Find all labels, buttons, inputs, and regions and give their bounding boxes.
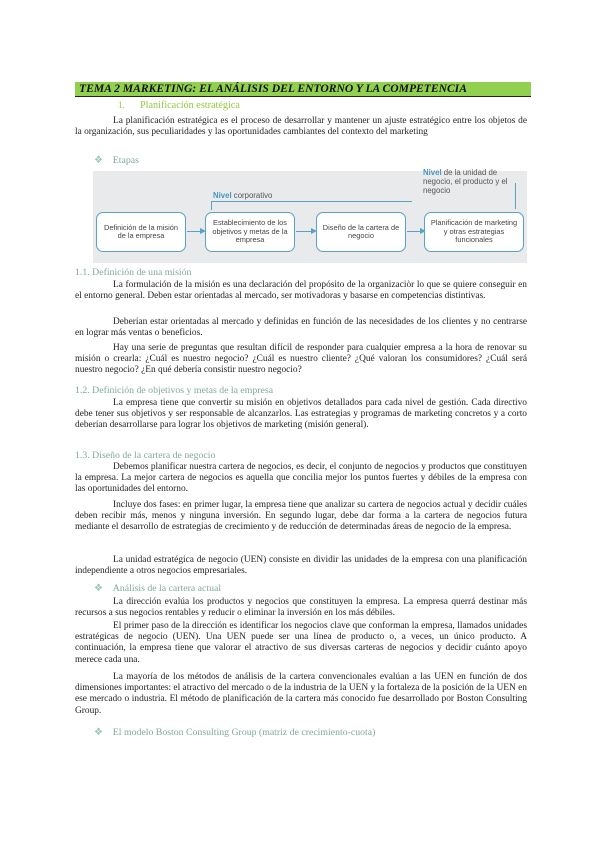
- bullet-label: Etapas: [112, 155, 139, 166]
- business-level-label: [423, 168, 523, 195]
- stages-diagram: [93, 168, 527, 263]
- paragraph-text: La planificación estratégica es el proceso de desarrollar y mantener un ajuste estratégico entre los objetos de la organización, sus peculiaridades y las oportunidades cambiantes del contexto del marketing: [75, 116, 527, 138]
- bullet-bcg: [94, 727, 375, 738]
- section-1-3-heading: 1.3. Diseño de la cartera de negocio: [75, 450, 216, 461]
- section-1-number: 1.: [118, 100, 125, 110]
- level-text: de la unidad de negocio, el producto y el negocio: [423, 168, 508, 195]
- arrow-icon: [296, 231, 312, 232]
- stage-box-marketing: Planificación de marketing y otras estrategias funcionales: [424, 212, 524, 252]
- paragraph-text: La dirección evalúa los productos y negocios que constituyen la empresa. La empresa querrá destinar más recursos a sus negocios rentables y reducir o eliminar la inversión en los más débiles.: [75, 597, 527, 619]
- paragraph-objetivos: [75, 398, 527, 432]
- paragraph-text: Debemos planificar nuestra cartera de negocios, es decir, el conjunto de negocios y productos que constituyen la empresa. La mejor cartera de negocios es aquella que concilia mejor los puntos fuertes y débiles de la empresa con las oportunidades del entorno.: [75, 462, 527, 495]
- level-keyword: Nivel: [213, 191, 232, 200]
- paragraph-analisis-2: [75, 621, 527, 666]
- paragraph-cartera-1: [75, 462, 527, 496]
- level-keyword: Nivel: [423, 168, 442, 177]
- paragraph-mision-2: [75, 317, 527, 339]
- bullet-label: El modelo Boston Consulting Group (matriz de crecimiento-cuota): [112, 727, 376, 738]
- paragraph-text: Deberían estar orientadas al mercado y definidas en función de las necesidades de los clientes y no centrarse en lograr más ventas o beneficios.: [75, 317, 527, 339]
- paragraph-analisis-3: [75, 672, 527, 717]
- corporate-level-bracket: [211, 201, 412, 210]
- paragraph-analisis-1: [75, 597, 527, 619]
- paragraph-cartera-2: [75, 500, 527, 534]
- bullet-label: Análisis de la cartera actual: [112, 583, 222, 594]
- level-text: corporativo: [231, 191, 273, 200]
- page-title: TEMA 2 MARKETING: EL ANÁLISIS DEL ENTORNO Y LA COMPETENCIA: [75, 82, 531, 97]
- corporate-level-label: [213, 191, 272, 200]
- paragraph-mision-1: [75, 280, 527, 302]
- section-1-1-heading: 1.1. Definición de una misión: [75, 267, 192, 278]
- stage-box-objectives: Establecimiento de los objetivos y metas de la empresa: [205, 212, 295, 252]
- paragraph-text: La empresa tiene que convertir su misión en objetivos detallados para cada nivel de gestión. Cada directivo debe tener sus objetivos y ser responsable de alcanzarlos. Las estrategias y programas de marketing concretos y a corto deberían desarrollarse para lograr los objetivos de marketing (misión general).: [75, 398, 527, 431]
- paragraph-uen: [75, 555, 527, 577]
- section-1-2-heading: 1.2. Definición de objetivos y metas de la empresa: [75, 385, 274, 396]
- arrow-icon: [187, 231, 201, 232]
- stage-box-portfolio: Diseño de la cartera de negocio: [316, 212, 406, 252]
- paragraph-text: La formulación de la misión es una declaración del propósito de la organizaciòr lo que se quiere conseguir en el entorno general. Deben estar orientadas al mercado, ser motivadoras y basarse en competencias distintivas.: [75, 280, 527, 302]
- section-1-heading: [118, 100, 240, 111]
- paragraph-text: La unidad estratégica de negocio (UEN) consiste en dividir las unidades de la empresa con una planificación independiente a otros negocios empresariales.: [75, 555, 527, 577]
- paragraph-text: Hay una serie de preguntas que resultan difícil de responder para cualquier empresa a la hora de renovar su misión o crearla: ¿Cuál es nuestro negocio? ¿Cuál es nuestro cliente? ¿Qué valoran los consumidores? ¿Cuál será nuestro negocio? ¿En qué debería consistir nuestro negocio?: [75, 343, 527, 376]
- diamond-bullet-icon: ❖: [94, 583, 103, 594]
- paragraph-text: Incluye dos fases: en primer lugar, la empresa tiene que analizar su cartera de negocios actual y decidir cuáles deben recibir más, menos y ninguna inversión. En segundo lugar, debe dar forma a la cartera de negocios futura mediante el desarrollo de estrategias de crecimiento y de reducción de determinadas áreas de negocio de la empresa.: [75, 500, 527, 533]
- bullet-etapas: [94, 155, 139, 166]
- arrow-icon: [407, 231, 421, 232]
- paragraph-mision-3: [75, 343, 527, 377]
- diamond-bullet-icon: ❖: [94, 727, 103, 738]
- stage-box-mission: Definición de la misión de la empresa: [96, 212, 186, 252]
- paragraph-planificacion: [75, 116, 527, 138]
- section-1-label: Planificación estratégica: [140, 100, 240, 111]
- paragraph-text: El primer paso de la dirección es identificar los negocios clave que conforman la empresa, llamados unidades estratégicas de negocio (UEN). Una UEN puede ser una línea de producto o, a veces, un único producto. A continuación, la empresa tiene que valorar el atractivo de sus diversas carteras de negocios y decidir cuánto apoyo merece cada una.: [75, 621, 527, 665]
- paragraph-text: La mayoría de los métodos de análisis de la cartera convencionales evalúan a las UEN en función de dos dimensiones importantes: el atractivo del mercado o de la industria de la UEN y la fortaleza de la posición de la UEN en ese mercado o industria. El método de planificación de la cartera más conocido fue desarrollado por Boston Consulting Group.: [75, 672, 527, 716]
- diamond-bullet-icon: ❖: [94, 155, 103, 166]
- bullet-analisis: [94, 583, 221, 594]
